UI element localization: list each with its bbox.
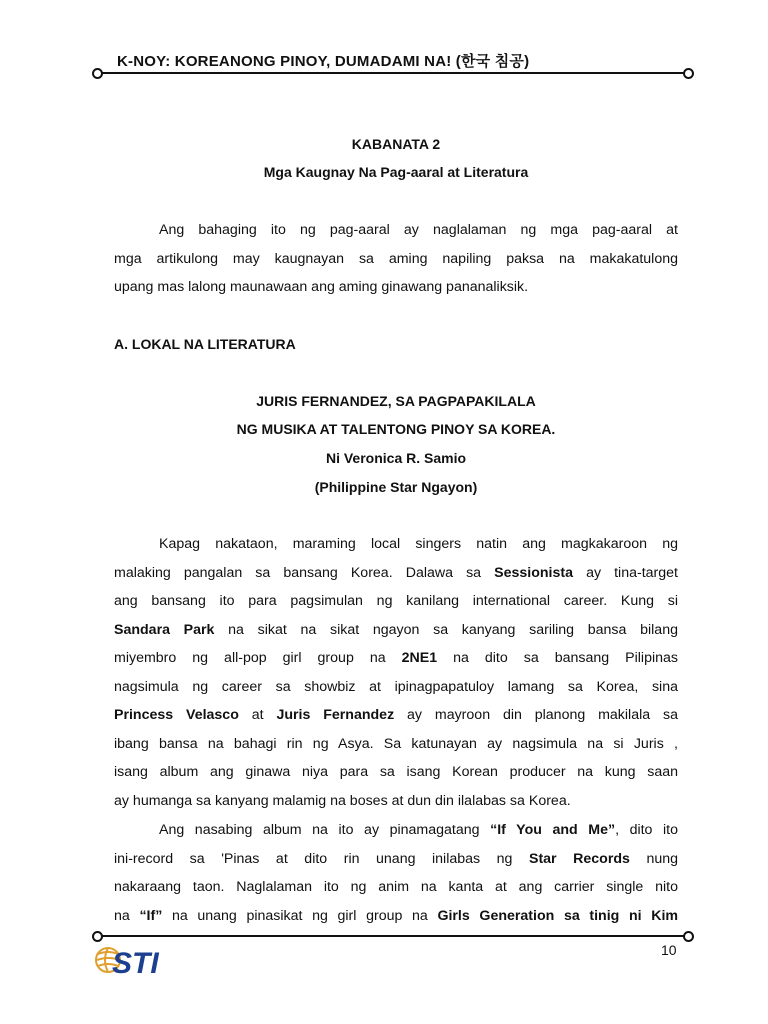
paragraph-line: ini-record sa 'Pinas at dito rin unang inilabas ng Star Records nung — [114, 850, 678, 867]
globe-icon — [94, 940, 174, 980]
body-paragraph-2 — [114, 816, 678, 930]
paragraph-line: Sandara Park na sikat na sikat ngayon sa kanyang sariling bansa bilang — [114, 621, 678, 638]
bold-name: Star Records — [528, 850, 630, 867]
paragraph-line: na “If” na unang pinasikat ng girl group na Girls Generation sa tinig ni Kim — [114, 907, 678, 924]
paragraph-line: miyembro ng all-pop girl group na 2NE1 na dito sa bansang Pilipinas — [114, 650, 678, 666]
paragraph-line: nagsimula ng career sa showbiz at ipinagpapatuloy lamang sa Korea, sina — [114, 678, 678, 695]
article-title-line2: NG MUSIKA AT TALENTONG PINOY SA KOREA. — [236, 421, 556, 437]
paragraph-line: ang bansang ito para pagsimulan ng kanilang international career. Kung si — [114, 593, 678, 609]
paragraph-line: ibang bansa na bahagi rin ng Asya. Sa katunayan ay nagsimula na si Juris , — [114, 735, 678, 752]
bold-name: 2NE1 — [401, 650, 438, 666]
header-rule — [92, 67, 694, 79]
bold-name: Girls Generation sa tinig ni Kim — [437, 907, 678, 924]
intro-paragraph — [114, 216, 678, 302]
paragraph-line: upang mas lalong maunawaan ang aming ginawang pananaliksik. — [114, 279, 529, 295]
running-header-title: K-NOY: KOREANONG PINOY, DUMADAMI NA! (한국 침공) — [117, 53, 530, 70]
bold-name: Juris Fernandez — [276, 707, 395, 723]
sti-logo — [94, 940, 174, 980]
paragraph-line: mga artikulong may kaugnayan sa aming napiling paksa na makakatulong — [114, 250, 678, 267]
paragraph-line: Ang bahaging ito ng pag-aaral ay naglalaman ng mga pag-aaral at — [159, 222, 678, 238]
paragraph-line: malaking pangalan sa bansang Korea. Dalawa sa Sessionista ay tina-target — [114, 564, 678, 581]
bold-name: Princess Velasco — [114, 707, 239, 723]
chapter-title: Mga Kaugnay Na Pag-aaral at Literatura — [263, 164, 529, 180]
paragraph-line: Kapag nakataon, maraming local singers natin ang magkakaroon ng — [159, 536, 678, 552]
bold-name: Sandara Park — [114, 621, 215, 638]
bold-name: Sessionista — [494, 564, 573, 581]
body-paragraph-1 — [114, 530, 678, 815]
paragraph-line: Princess Velasco at Juris Fernandez ay mayroon din planong makilala sa — [114, 707, 678, 723]
page-number: 10 — [661, 942, 677, 958]
paragraph-line: isang album ang ginawa niya para sa isang Korean producer na kung saan — [114, 764, 678, 780]
chapter-number: KABANATA 2 — [351, 136, 441, 152]
article-source: (Philippine Star Ngayon) — [314, 479, 478, 495]
footer-rule — [92, 930, 694, 942]
paragraph-line: ay humanga sa kanyang malamig na boses at dun din ilalabas sa Korea. — [114, 792, 571, 809]
article-title-line1: JURIS FERNANDEZ, SA PAGPAPAKILALA — [256, 393, 536, 409]
article-author: Ni Veronica R. Samio — [325, 450, 467, 466]
paragraph-line: Ang nasabing album na ito ay pinamagatang “If You and Me”, dito ito — [159, 822, 678, 838]
bold-title: “If You and Me” — [490, 822, 616, 838]
paragraph-line: nakaraang taon. Naglalaman ito ng anim na kanta at ang carrier single nito — [114, 879, 678, 895]
section-heading: A. LOKAL NA LITERATURA — [114, 336, 296, 352]
logo-text: STI — [112, 947, 159, 980]
bold-title: “If” — [139, 907, 163, 924]
